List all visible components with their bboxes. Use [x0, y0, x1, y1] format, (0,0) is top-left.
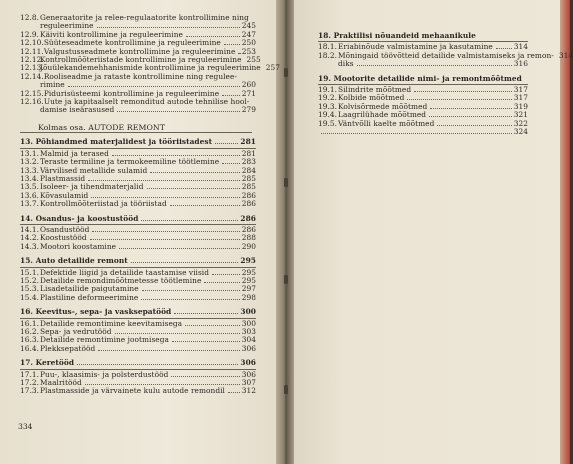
dot-leader: [77, 363, 238, 365]
entry-title: Uute ja kapitaalselt remonditud autode tehnilise hool-: [43, 97, 250, 107]
entry-title: Kontrollmõõteriistade kontrollimine ja reguleerimine: [40, 55, 242, 65]
entry-title: Sepa- ja vedrutööd: [40, 327, 112, 336]
entry-title: Kolbide mõõtmed: [338, 93, 405, 103]
dot-leader: [238, 52, 239, 54]
entry-number: 16.2.: [20, 327, 40, 336]
entry-page: 295: [241, 275, 256, 285]
entry-number: 16.1.: [20, 318, 40, 328]
entry-page: 300: [241, 318, 256, 328]
entry-page: 285: [241, 182, 256, 192]
entry-title: Rooliseadme ja rataste kontrollimine ning regulee-: [43, 71, 237, 81]
dot-leader: [437, 124, 511, 126]
dot-leader: [224, 43, 240, 45]
section-page: 300: [240, 307, 256, 317]
entry-number: 12.16.: [20, 97, 44, 107]
section-page: 306: [240, 358, 256, 368]
page-number: 334: [18, 422, 33, 431]
dot-leader: [97, 26, 240, 28]
entry-title: Defektide liigid ja detailide taastamise viisid: [40, 267, 209, 277]
entry-number: 12.8.: [20, 13, 40, 22]
entry-page: 321: [513, 110, 528, 120]
entry-number: 15.2.: [20, 275, 40, 285]
binding-stitch: [284, 385, 288, 394]
entry-title: Detailide remondimõõtmetesse töötlemine: [40, 275, 202, 285]
entry-number: 14.1.: [20, 224, 40, 234]
entry-number: 17.3.: [20, 386, 40, 396]
entry-page: 316: [513, 59, 528, 69]
entry-title: Koostustööd: [40, 233, 87, 243]
binding-stitch: [284, 178, 288, 187]
entry-number: 13.6.: [20, 190, 40, 200]
entry-title: Generaatorite ja relee-regulaatorite kontrollimine ning: [40, 13, 249, 22]
entry-number: 18.1.: [318, 42, 338, 52]
entry-number: 13.7.: [20, 199, 40, 209]
entry-title: Osandustööd: [40, 224, 90, 234]
entry-page: 306: [241, 369, 256, 379]
dot-leader: [90, 238, 240, 240]
entry-page: 286: [241, 224, 256, 234]
toc-sections: [318, 31, 573, 137]
entry-title: Teraste termiline ja termokeemiline töötlemine: [40, 157, 220, 167]
entry-number: 12.12.: [20, 55, 44, 65]
section-heading: [20, 215, 256, 223]
dot-leader: [321, 132, 512, 134]
entry-title: Laagrilühade mõõtmed: [338, 110, 427, 120]
toc-sections: [20, 138, 256, 396]
dot-leader: [150, 171, 239, 173]
part-title: Kolmas osa. AUTODE REMONT: [38, 122, 166, 132]
dot-leader: [115, 332, 240, 334]
toc-entry-continuation: [318, 60, 528, 68]
entry-number: 16.4.: [20, 343, 40, 353]
entry-title: Kontrollmõõteriistad ja tööriistad: [40, 199, 167, 209]
section-title: 16. Keevitus-, sepa- ja vasksepatööd: [20, 307, 172, 317]
entry-page: 250: [241, 38, 256, 48]
entry-page: 307: [241, 378, 256, 388]
entry-title: Plastiline deformeerimine: [40, 292, 139, 302]
entry-title: Detailide remontimine jootmisega: [40, 335, 169, 345]
dot-leader: [98, 349, 240, 351]
section-title: 19. Mootorite detailide nimi- ja remontmõõtmed: [318, 73, 522, 83]
entry-page: 298: [241, 292, 256, 302]
entry-title-cont: reguleerimine: [40, 21, 94, 31]
dot-leader: [88, 179, 240, 181]
toc-entry: [20, 387, 256, 395]
entry-number: 12.9.: [20, 29, 40, 39]
toc-entry: [318, 120, 528, 128]
dot-leader: [131, 261, 239, 263]
dot-leader: [407, 98, 511, 100]
entry-page: 260: [241, 80, 256, 90]
entry-page: 247: [241, 29, 256, 39]
dot-leader: [68, 85, 240, 87]
dot-leader: [142, 289, 240, 291]
toc-entry: [20, 294, 256, 302]
section-title: 14. Osandus- ja koostustööd: [20, 213, 139, 223]
entry-page: 314: [558, 50, 573, 60]
dot-leader: [212, 273, 240, 275]
entry-title: Plastmassid: [40, 173, 86, 183]
dot-leader: [119, 247, 240, 249]
dot-leader: [430, 107, 511, 109]
entry-number: 16.3.: [20, 335, 40, 345]
entry-number: 13.1.: [20, 148, 40, 158]
dot-leader: [174, 312, 238, 314]
entry-number: 13.3.: [20, 165, 40, 175]
entry-title: Valgustusseadmete kontrollimine ja reguleerimine: [43, 46, 236, 56]
entry-number: 19.4.: [318, 110, 338, 120]
dot-leader: [228, 391, 240, 393]
entry-title-cont: damise iseärasused: [40, 105, 115, 115]
dot-leader: [222, 94, 240, 96]
binding-stitch: [284, 275, 288, 284]
entry-page: 286: [241, 199, 256, 209]
dot-leader: [172, 340, 240, 342]
entry-title: Plekksepatööd: [40, 343, 96, 353]
entry-title: Käiviti kontrollimine ja reguleerimine: [40, 29, 183, 39]
left-toc: [20, 13, 280, 396]
entry-page: 286: [241, 190, 256, 200]
toc-entry: [20, 243, 256, 251]
dot-leader: [147, 187, 240, 189]
entry-page: 317: [513, 93, 528, 103]
entry-page: 253: [241, 46, 256, 56]
section-heading: [20, 138, 256, 146]
entry-title: Lisadetailide paigutamine: [40, 284, 139, 294]
entry-number: 19.5.: [318, 118, 338, 128]
entry-number: 14.3.: [20, 241, 40, 251]
entry-number: 19.2.: [318, 93, 338, 103]
entry-page: 288: [241, 233, 256, 243]
dot-leader: [429, 115, 512, 117]
section-heading: [20, 257, 256, 265]
entry-title-cont: rimine: [40, 80, 65, 90]
entry-title: Detailide remontimine keevitamisega: [40, 318, 183, 328]
entry-title: Maalritööd: [40, 378, 82, 388]
dot-leader: [204, 281, 239, 283]
entry-number: 17.1.: [20, 369, 40, 379]
section-page: 281: [240, 137, 256, 147]
entry-page: 303: [241, 327, 256, 336]
toc-entry-continuation: [20, 106, 256, 114]
entry-title: Malmid ja terased: [40, 148, 109, 158]
entry-page: 271: [241, 88, 256, 98]
entry-title: Süüteseadmete kontrollimine ja reguleerimine: [43, 38, 221, 48]
entry-number: 19.3.: [318, 101, 338, 111]
entry-page: 324: [513, 127, 528, 137]
entry-page: 306: [241, 343, 256, 353]
entry-page: 297: [241, 284, 256, 294]
entry-title: Puu-, klaasimis- ja polsterdustööd: [40, 369, 169, 379]
entry-page: 322: [513, 118, 528, 128]
entry-title-cont: diks: [338, 59, 354, 69]
section-heading: [318, 75, 528, 83]
right-toc: [318, 26, 573, 137]
section-title: 17. Keretööd: [20, 358, 75, 368]
divider: [20, 132, 252, 133]
dot-leader: [222, 162, 240, 164]
entry-page: 317: [513, 85, 528, 95]
entry-title: Kolvisõrmede mõõtmed: [338, 101, 428, 111]
entry-page: 245: [241, 21, 256, 31]
dot-leader: [92, 230, 239, 232]
toc-entry-extra: [318, 128, 528, 136]
dot-leader: [185, 324, 240, 326]
entry-title: Mõningaid töövõtteid detailide valmistamiseks ja remon-: [338, 50, 554, 60]
dot-leader: [357, 64, 512, 66]
dot-leader: [117, 110, 239, 112]
entry-number: 12.14.: [20, 71, 44, 81]
entry-page: 279: [241, 105, 256, 115]
entry-number: 18.2.: [318, 50, 338, 60]
entry-title: Plastmasside ja värvainete kulu autode remondil: [40, 386, 225, 396]
entry-page: 314: [513, 42, 528, 52]
dot-leader: [112, 154, 240, 156]
entry-page: 285: [241, 173, 256, 183]
toc-entries-top: [20, 13, 280, 115]
dot-leader: [170, 204, 240, 206]
entry-title: Eriabinõude valmistamine ja kasutamine: [338, 42, 493, 52]
dot-leader: [141, 219, 238, 221]
entry-number: 13.2.: [20, 157, 40, 167]
dot-leader: [186, 35, 240, 37]
binding-stitch: [284, 68, 288, 77]
entry-title: Pidurisüsteemi kontrollimine ja reguleerimine: [43, 88, 220, 98]
section-heading: [20, 359, 256, 367]
entry-page: 283: [241, 157, 256, 167]
section-title: 15. Auto detailide remont: [20, 256, 128, 266]
entry-number: 15.4.: [20, 292, 40, 302]
entry-page: 255: [246, 55, 261, 65]
section-page: 286: [240, 213, 256, 223]
entry-page: 295: [241, 267, 256, 277]
toc-entry: [20, 200, 256, 208]
dot-leader: [215, 142, 238, 144]
entry-title: Väntvõlli kaelte mõõtmed: [338, 118, 435, 128]
entry-number: 13.5.: [20, 182, 40, 192]
dot-leader: [91, 196, 239, 198]
entry-page: 257: [265, 63, 280, 73]
entry-number: 14.2.: [20, 233, 40, 243]
dot-leader: [85, 383, 240, 385]
entry-number: 12.15.: [20, 88, 44, 98]
section-page: 295: [240, 256, 256, 266]
entry-number: 15.3.: [20, 284, 40, 294]
entry-page: 304: [241, 335, 256, 345]
entry-title: Kõvasulamid: [40, 190, 89, 200]
toc-entry: [20, 345, 256, 353]
entry-number: 12.11.: [20, 46, 44, 56]
entry-title: Jõuülekandemehhanismide kontrollimine ja reguleerimine: [40, 63, 261, 73]
section-title: 18. Praktilisi nõuandeid mehaanikule: [318, 31, 476, 40]
cover-edge: [560, 0, 570, 464]
section-title: 13. Põhiandmed materjalidest ja tööriistadest: [20, 137, 213, 147]
dot-leader: [496, 47, 512, 49]
entry-title: Isoleer- ja tihendmaterjalid: [40, 182, 144, 192]
entry-number: 12.13.: [20, 63, 44, 73]
entry-title: Silindrite mõõtmed: [338, 85, 412, 95]
dot-leader: [414, 90, 512, 92]
entry-number: 17.2.: [20, 378, 40, 388]
section-heading: [20, 308, 256, 316]
entry-title: Mootori koostamine: [40, 241, 117, 251]
entry-page: 281: [241, 148, 256, 158]
entry-page: 319: [513, 101, 528, 111]
entry-page: 284: [241, 165, 256, 175]
entry-page: 312: [241, 386, 256, 396]
dot-leader: [141, 298, 239, 300]
entry-number: 19.1.: [318, 85, 338, 95]
section-heading: [318, 32, 528, 40]
entry-page: 290: [241, 241, 256, 251]
entry-title: Värvilised metallide sulamid: [40, 165, 148, 175]
entry-number: 12.10.: [20, 38, 44, 48]
entry-number: 15.1.: [20, 267, 40, 277]
entry-number: 13.4.: [20, 173, 40, 183]
dot-leader: [171, 375, 239, 377]
